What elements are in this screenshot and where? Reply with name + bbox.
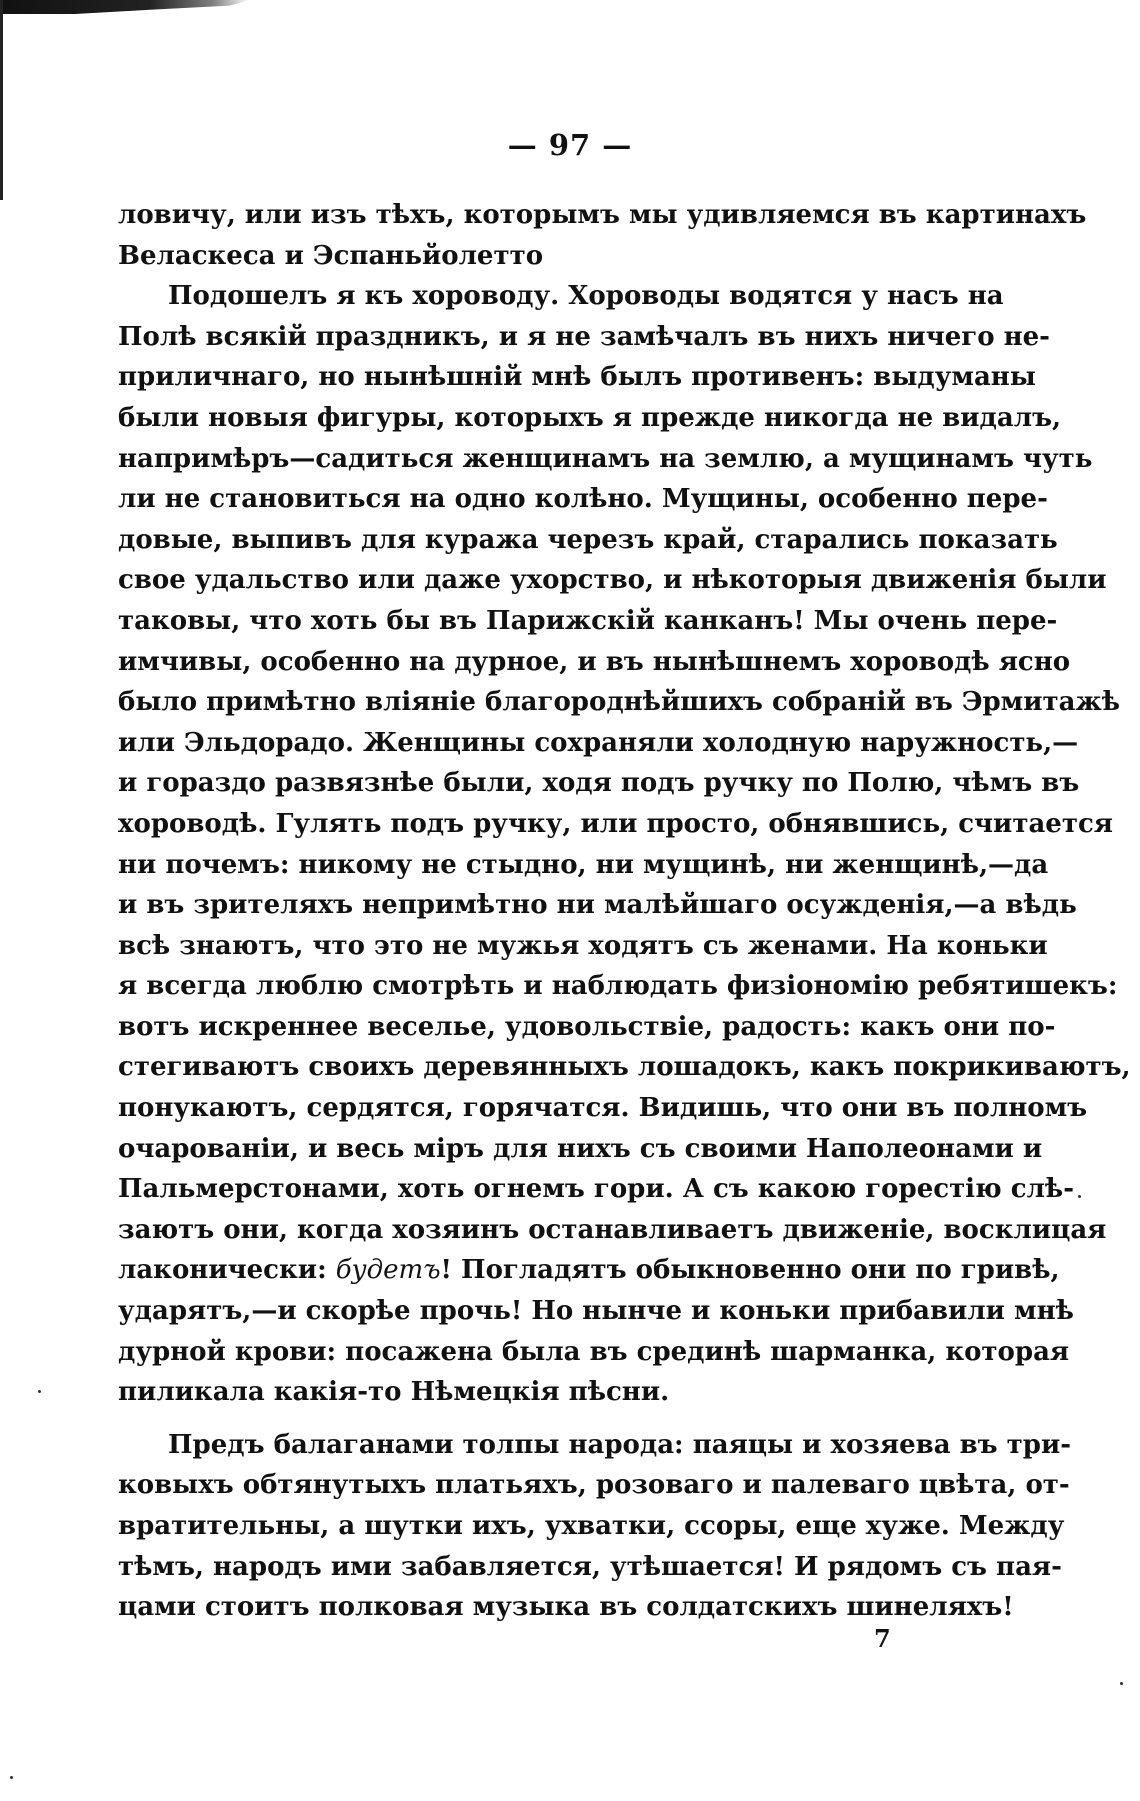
text-line: довые, выпивъ для куража черезъ край, старались показать (118, 524, 1058, 555)
text-line: Полѣ всякій праздникъ, и я не замѣчалъ въ нихъ ничего не- (118, 321, 1050, 352)
text-line: было примѣтно вліяніе благороднѣйшихъ собраній въ Эрмитажѣ (118, 687, 1121, 718)
text-line: я всегда люблю смотрѣть и наблюдать физіономію ребятишекъ: (118, 971, 1118, 1002)
text-line: цами стоитъ полковая музыка въ солдатскихъ шинеляхъ! (118, 1592, 1014, 1623)
text-line: ударятъ,—и скорѣе прочь! Но нынче и коньки прибавили мнѣ (118, 1296, 1074, 1327)
scan-edge-line (0, 0, 3, 200)
text-line: хороводѣ. Гулять подъ ручку, или просто, обнявшись, считается (118, 808, 1113, 839)
signature-mark: 7 (874, 1624, 891, 1653)
text-line: приличнаго, но нынѣшній мнѣ былъ противенъ: выдуманы (118, 362, 1036, 393)
scan-speck (1078, 1195, 1081, 1198)
text-line: Предъ балаганами толпы народа: паяцы и хозяева въ три- (168, 1429, 1072, 1460)
text-line: понукаютъ, сердятся, горячатся. Видишь, что они въ полномъ (118, 1093, 1088, 1124)
scan-speck (38, 1390, 41, 1393)
text-line: тѣмъ, народъ ими забавляется, утѣшается! И рядомъ съ пая- (118, 1551, 1062, 1582)
text-line: напримѣръ—садиться женщинамъ на землю, а мущинамъ чуть (118, 443, 1093, 474)
text-line: имчивы, особенно на дурное, и въ нынѣшнемъ хороводѣ ясно (118, 646, 1071, 677)
text-line: Веласкеса и Эспаньйолетто (118, 240, 544, 271)
text-line: очарованіи, и весь міръ для нихъ съ своими Наполеонами и (118, 1133, 1043, 1164)
scan-speck (1120, 1682, 1123, 1685)
text-line: всѣ знаютъ, что это не мужья ходятъ съ женами. На коньки (118, 930, 1048, 961)
scan-edge-mark (0, 0, 250, 14)
text-line: заютъ они, когда хозяинъ останавливаетъ движеніе, восклицая (118, 1214, 1107, 1245)
text-line: ковыхъ обтянутыхъ платьяхъ, розоваго и палеваго цвѣта, от- (118, 1470, 1070, 1501)
text-line: дурной крови: посажена была въ срединѣ шарманка, которая (118, 1336, 1070, 1367)
text-line: стегиваютъ своихъ деревянныхъ лошадокъ, какъ покрикиваютъ, (118, 1052, 1131, 1083)
italic-word: будетъ (335, 1255, 441, 1286)
text-line: и въ зрителяхъ непримѣтно ни малѣйшаго осужденія,—а вѣдь (118, 890, 1077, 921)
text-line: Подошелъ я къ хороводу. Хороводы водятся у насъ на (168, 281, 1004, 312)
text-line: были новыя фигуры, которыхъ я прежде никогда не видалъ, (118, 402, 1062, 433)
text-line: свое удальство или даже ухорство, и нѣкоторыя движенія были (118, 565, 1107, 596)
text-line: ни почемъ: никому не стыдно, ни мущинѣ, ни женщинѣ,—да (118, 849, 1049, 880)
text-line: или Эльдорадо. Женщины сохраняли холодную наружность,— (118, 727, 1079, 758)
body-text (118, 195, 1131, 1628)
text-line: и гораздо развязнѣе были, ходя подъ ручку по Полю, чѣмъ въ (118, 768, 1080, 799)
text-line: ловичу, или изъ тѣхъ, которымъ мы удивляемся въ картинахъ (118, 200, 1087, 230)
page-number: — 97 — (507, 128, 633, 162)
text-line: вратительны, а шутки ихъ, ухватки, ссоры, еще хуже. Между (118, 1511, 1065, 1541)
scan-speck (10, 1776, 13, 1779)
text-line: вотъ искреннее веселье, удовольствіе, радость: какъ они по- (118, 1011, 1056, 1042)
text-line: ли не становиться на одно колѣно. Мущины, особенно пере- (118, 484, 1048, 515)
text-line: Пальмерстонами, хоть огнемъ гори. А съ какою горестію слѣ- (118, 1174, 1075, 1205)
text-line: таковы, что хоть бы въ Парижскій канканъ! Мы очень пере- (118, 605, 1058, 636)
text-line-italic-word: лаконически: будетъ! Погладятъ обыкновенно они по гривѣ, (118, 1255, 1060, 1286)
text-line: пиликала какія-то Нѣмецкія пѣсни. (118, 1377, 670, 1408)
